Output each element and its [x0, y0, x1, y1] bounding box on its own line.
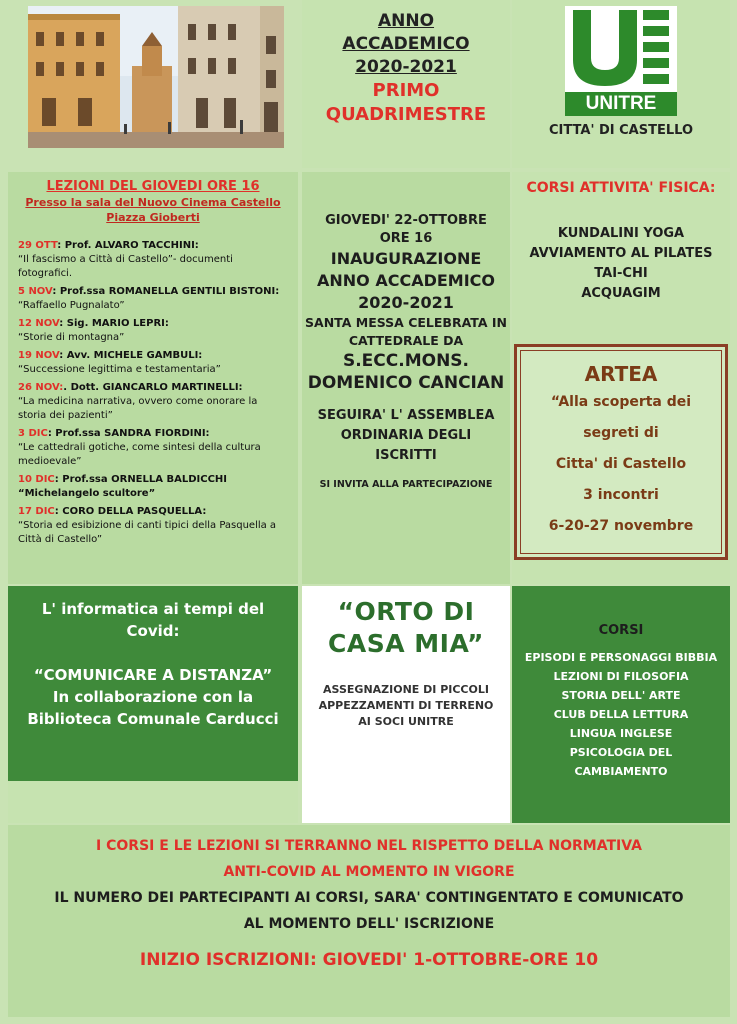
year-line-1: ANNO: [377, 11, 435, 31]
covid-panel-bottom-strip: [8, 781, 298, 823]
lesson-item: [18, 381, 288, 423]
lesson-date: 19 NOV: [18, 350, 60, 361]
artea-title: ARTEA: [584, 362, 658, 386]
artea-line: 6-20-27 novembre: [548, 518, 694, 534]
mass-line-1: SANTA MESSA CELEBRATA IN: [305, 315, 507, 330]
covid-rule-line-2: ANTI-COVID AL MOMENTO IN VIGORE: [223, 864, 515, 880]
unitre-brand: [512, 0, 730, 168]
lesson-item: [18, 427, 288, 469]
artea-line: 3 incontri: [583, 487, 659, 503]
lesson-topic: “Il fascismo a Città di Castello”- documenti fotografici.: [18, 254, 233, 279]
courses-title: CORSI: [598, 623, 644, 638]
physical-activity-panel: [512, 172, 730, 584]
course-item: LEZIONI DI FILOSOFIA: [553, 670, 689, 683]
courses-panel: [512, 586, 730, 823]
orto-title-1: “ORTO DI: [337, 597, 475, 626]
lesson-speaker: : Prof.ssa ORNELLA BALDICCHI “Michelangelo scultore”: [18, 474, 228, 499]
lesson-item: [18, 349, 288, 377]
lessons-panel: [8, 172, 298, 584]
informatica-line: Biblioteca Comunale Carducci: [27, 710, 279, 728]
footer-notice: [8, 825, 730, 1017]
orto-sub-1: ASSEGNAZIONE DI PICCOLI: [323, 683, 489, 696]
course-item: LINGUA INGLESE: [569, 727, 673, 740]
lesson-speaker: : Prof.ssa SANDRA FIORDINI:: [47, 428, 210, 439]
celebrant-line-2: DOMENICO CANCIAN: [307, 373, 505, 393]
covid-rule-line-1: I CORSI E LE LEZIONI SI TERRANNO NEL RISPETTO DELLA NORMATIVA: [96, 838, 642, 854]
physical-item: AVVIAMENTO AL PILATES: [529, 246, 713, 261]
lesson-speaker: : CORO DELLA PASQUELLA:: [54, 506, 207, 517]
lesson-item: [18, 285, 288, 313]
course-item: CLUB DELLA LETTURA: [553, 708, 689, 721]
orto-title-2: CASA MIA”: [328, 629, 484, 658]
inauguration-panel: [302, 172, 510, 584]
lesson-speaker: : Sig. MARIO LEPRI:: [59, 318, 169, 329]
town-square-image: [28, 6, 284, 148]
inauguration-title-2: ANNO ACCADEMICO: [316, 271, 495, 290]
assembly-line-1: SEGUIRA' L' ASSEMBLEA: [317, 408, 495, 423]
course-item: PSICOLOGIA DEL: [569, 746, 673, 759]
lesson-speaker: . Dott. GIANCARLO MARTINELLI:: [63, 382, 243, 393]
physical-item: TAI-CHI: [594, 266, 648, 281]
year-line-2: ACCADEMICO: [342, 34, 470, 54]
physical-item: KUNDALINI YOGA: [557, 226, 685, 241]
lesson-date: 17 DIC: [18, 506, 55, 517]
lesson-item: [18, 317, 288, 345]
unitre-logo-text: UNITRE: [565, 92, 677, 116]
participants-line-1: IL NUMERO DEI PARTECIPANTI AI CORSI, SARA' CONTINGENTATO E COMUNICATO: [54, 890, 684, 906]
lesson-item: [18, 239, 288, 281]
invite-text: SI INVITA ALLA PARTECIPAZIONE: [319, 479, 493, 490]
lesson-topic: “Storie di montagna”: [18, 332, 125, 343]
lesson-speaker: : Prof.ssa ROMANELLA GENTILI BISTONI:: [52, 286, 280, 297]
course-item: CAMBIAMENTO: [574, 765, 668, 778]
lesson-date: 10 DIC: [18, 474, 55, 485]
inauguration-time: ORE 16: [379, 231, 433, 246]
course-item: EPISODI E PERSONAGGI BIBBIA: [524, 651, 718, 664]
term-line-2: QUADRIMESTRE: [325, 104, 487, 125]
lesson-speaker: : Prof. ALVARO TACCHINI:: [57, 240, 199, 251]
inauguration-title-3: 2020-2021: [358, 293, 454, 312]
lesson-date: 29 OTT: [18, 240, 58, 251]
informatica-panel: [8, 586, 298, 781]
lesson-date: 12 NOV: [18, 318, 60, 329]
orto-panel: [302, 586, 510, 823]
town-photo: [28, 6, 284, 148]
lesson-topic: “Successione legittima e testamentaria”: [18, 364, 221, 375]
artea-box: [514, 344, 728, 560]
informatica-line: Covid:: [126, 622, 180, 640]
lesson-date: 5 NOV: [18, 286, 53, 297]
assembly-line-2: ORDINARIA DEGLI: [340, 428, 472, 443]
lessons-title: LEZIONI DEL GIOVEDI ORE 16: [46, 179, 260, 194]
artea-line: segreti di: [583, 425, 659, 441]
lessons-venue-1: Presso la sala del Nuovo Cinema Castello: [25, 196, 281, 209]
physical-item: ACQUAGIM: [581, 286, 661, 301]
orto-sub-2: APPEZZAMENTI DI TERRENO: [318, 699, 494, 712]
inauguration-date: GIOVEDI' 22-OTTOBRE: [325, 213, 487, 228]
unitre-logo: [565, 6, 677, 116]
lesson-topic: “Storia ed esibizione di canti tipici della Pasquella a Città di Castello”: [18, 520, 277, 545]
lesson-date: 3 DIC: [18, 428, 48, 439]
mass-line-2: CATTEDRALE DA: [348, 333, 464, 348]
term-line-1: PRIMO: [372, 80, 440, 101]
assembly-line-3: ISCRITTI: [375, 448, 437, 463]
artea-line: Citta' di Castello: [555, 456, 687, 472]
informatica-course-title: “COMUNICARE A DISTANZA”: [33, 666, 273, 684]
enrollment-start: INIZIO ISCRIZIONI: GIOVEDI' 1-OTTOBRE-ORE 10: [139, 950, 599, 970]
lesson-item: [18, 473, 288, 501]
year-line-3: 2020-2021: [355, 57, 457, 77]
informatica-line: L' informatica ai tempi del: [41, 600, 265, 618]
city-name: CITTA' DI CASTELLO: [549, 123, 693, 138]
physical-title: CORSI ATTIVITA' FISICA:: [526, 180, 716, 196]
academic-year-header: [302, 0, 510, 168]
orto-sub-3: AI SOCI UNITRE: [358, 715, 454, 728]
lessons-venue-2: Piazza Gioberti: [106, 211, 200, 224]
inauguration-title-1: INAUGURAZIONE: [330, 249, 482, 268]
lesson-topic: “La medicina narrativa, ovvero come onorare la storia dei pazienti”: [18, 396, 258, 421]
lesson-speaker: : Avv. MICHELE GAMBULI:: [59, 350, 203, 361]
participants-line-2: AL MOMENTO DELL' ISCRIZIONE: [243, 916, 495, 932]
lesson-topic: “Le cattedrali gotiche, come sintesi della cultura medioevale”: [18, 442, 261, 467]
informatica-line: In collaborazione con la: [52, 688, 254, 706]
artea-line: “Alla scoperta dei: [550, 394, 692, 410]
celebrant-line-1: S.ECC.MONS.: [342, 351, 470, 371]
lesson-date: 26 NOV:: [18, 382, 64, 393]
unitre-logo-mark-icon: [565, 6, 677, 88]
lesson-topic: “Raffaello Pugnalato”: [18, 300, 125, 311]
lesson-item: [18, 505, 288, 547]
course-item: STORIA DELL' ARTE: [561, 689, 681, 702]
